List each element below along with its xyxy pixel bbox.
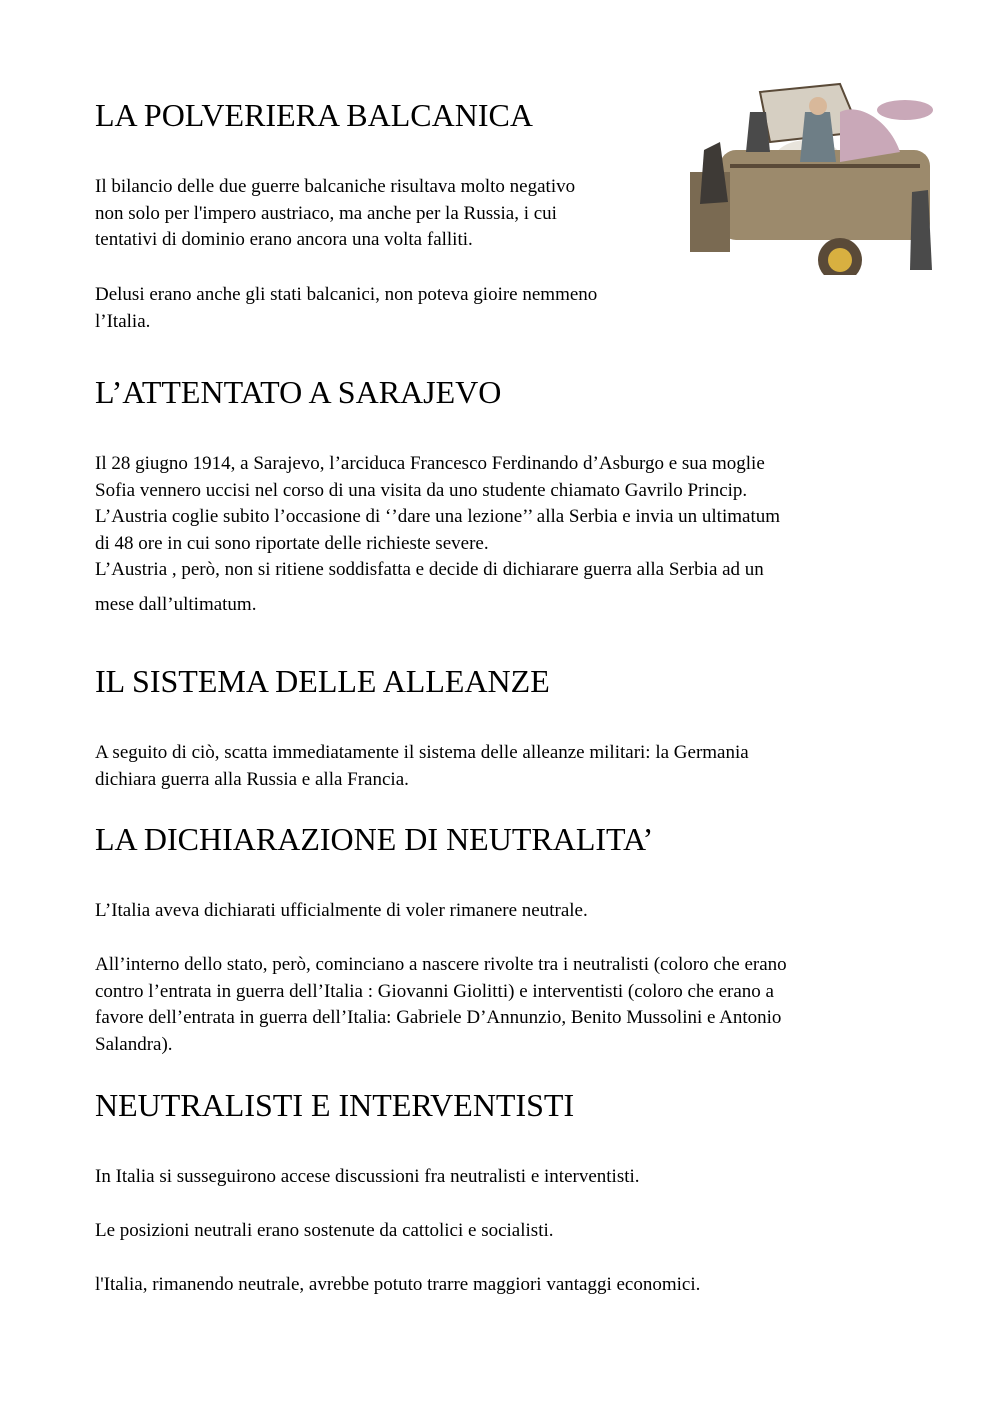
text-line: Il 28 giugno 1914, a Sarajevo, l’arciduca Francesco Ferdinando d’Asburgo e sua moglie: [95, 453, 765, 474]
paragraph-posizioni-neutrali: Le posizioni neutrali erano sostenute da cattolici e socialisti.: [95, 1220, 554, 1241]
text-line: dichiara guerra alla Russia e alla Francia.: [95, 768, 409, 790]
text-line: A seguito di ciò, scatta immediatamente il sistema delle alleanze militari: la Germania: [95, 742, 749, 763]
paragraph-bilancio: [95, 174, 685, 254]
paragraph-sarajevo: [95, 451, 915, 618]
paragraph-alleanze: [95, 740, 915, 793]
text-line: Il bilancio delle due guerre balcaniche risultava molto negativo: [95, 176, 576, 197]
sarajevo-assassination-illustration: [690, 72, 936, 275]
heading-sistema-alleanze: IL SISTEMA DELLE ALLEANZE: [95, 663, 550, 699]
text-line: L’Austria coglie subito l’occasione di ‘’dare una lezione’’ alla Serbia e invia un ultimatum: [95, 506, 781, 527]
heading-dichiarazione-neutralita: LA DICHIARAZIONE DI NEUTRALITA’: [95, 821, 654, 857]
text-line: Sofia vennero uccisi nel corso di una visita da uno studente chiamato Gavrilo Princip.: [95, 479, 748, 501]
heading-neutralisti-interventisti: NEUTRALISTI E INTERVENTISTI: [95, 1087, 575, 1123]
text-line: mese dall’ultimatum.: [95, 593, 257, 615]
paragraph-discussioni: In Italia si susseguirono accese discussioni fra neutralisti e interventisti.: [95, 1166, 640, 1187]
hat-shape: [877, 100, 933, 120]
wheel-hub-shape: [828, 248, 852, 272]
text-line: favore dell’entrata in guerra dell’Italia: Gabriele D’Annunzio, Benito Mussolini e Antonio: [95, 1007, 782, 1028]
head-shape: [809, 97, 827, 115]
paragraph-neutralita-ufficiale: L’Italia aveva dichiarati ufficialmente di voler rimanere neutrale.: [95, 900, 588, 921]
uniform-shape: [800, 112, 836, 162]
paragraph-delusi: [95, 282, 685, 335]
text-line: All’interno dello stato, però, cominciano a nascere rivolte tra i neutralisti (coloro che erano: [95, 954, 787, 975]
car-body-shape: [720, 150, 930, 240]
figure-left-shape: [746, 112, 770, 152]
car-trim-shape: [730, 164, 920, 168]
text-line: contro l’entrata in guerra dell’Italia : Giovanni Giolitti) e interventisti (coloro che erano a: [95, 980, 774, 1002]
text-line: L’Austria , però, non si ritiene soddisfatta e decide di dichiarare guerra alla Serbia ad un: [95, 559, 764, 580]
illustration-svg: [690, 72, 936, 275]
paragraph-vantaggi: l'Italia, rimanendo neutrale, avrebbe potuto trarre maggiori vantaggi economici.: [95, 1274, 701, 1295]
text-line: l’Italia.: [95, 310, 151, 332]
text-line: Delusi erano anche gli stati balcanici, non poteva gioire nemmeno: [95, 284, 598, 305]
text-line: tentativi di dominio erano ancora una volta falliti.: [95, 229, 473, 250]
heading-polveriera-balcanica: LA POLVERIERA BALCANICA: [95, 97, 533, 133]
text-line: non solo per l'impero austriaco, ma anche per la Russia, i cui: [95, 202, 557, 224]
heading-attentato-sarajevo: L’ATTENTATO A SARAJEVO: [95, 374, 502, 410]
paragraph-rivolte: [95, 952, 915, 1058]
text-line: di 48 ore in cui sono riportate delle richieste severe.: [95, 532, 489, 554]
text-line: Salandra).: [95, 1033, 173, 1055]
